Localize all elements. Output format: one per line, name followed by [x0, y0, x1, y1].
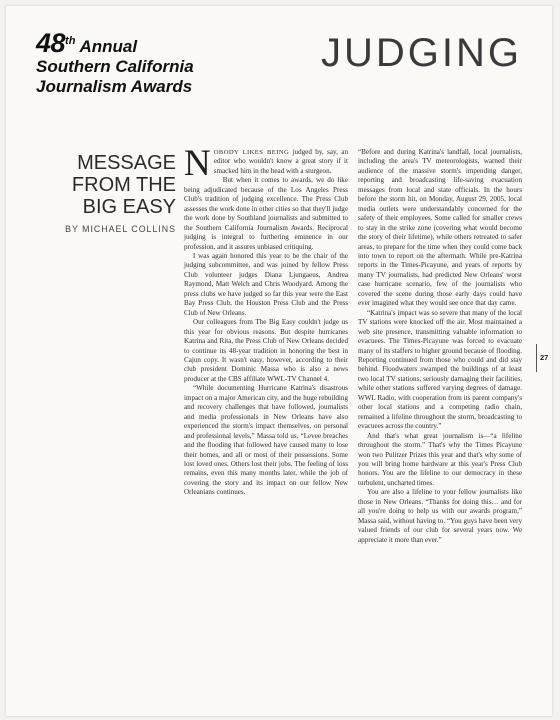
lead-text: judged by, say, an editor who wouldn't know a great story if it smacked him in the head with a sturgeon. [213, 148, 348, 175]
body-paragraph: But when it comes to awards, we do like being adjudicated because of the Los Angeles Press Club's tradition of judging excellence. The Press Club assesses the work done in other cities so that they'll judge the work done by Southland journalists and submitted to the Southern California Journalism Awards. Reciprocal judging is integral to furthering eminence in our profession, and it assures unbiased critiquing. [184, 176, 348, 251]
body-paragraph: I was again honored this year to be the chair of the judging subcommittee, and was joined by fellow Press Club volunteer judges Diana Ljungaeus, Andrea Raymond, Matt Welch and Chris Woodyard. Among the press clubs we have judged so far this year were the East Bay Press Club, the Houston Press Club and the Press Club of New Orleans. [184, 251, 348, 317]
lead-small-caps: OBODY LIKES BEING [213, 149, 290, 156]
body-paragraph: “Katrina's impact was so severe that many of the local TV stations were knocked off the air. Most maintained a web site presence, transmitting valuable information to evacuees. The Times-Picayune was forced to evacuate many of its staffers to higher ground because of flooding. Reporting continued from those who could and did stay behind. Floodwaters swamped the buildings of at least two local TV stations, seriously damaging their facilities, while other stations suffered varying degrees of damage. WWL Radio, with cooperation from its parent company's other local stations and a competing radio chain, remained a lifeline throughout the storm, broadcasting to evacuees across the country.” [358, 308, 522, 431]
headline-line: BIG EASY [82, 196, 176, 218]
edition-number: 48 [36, 28, 66, 58]
drop-cap: N [184, 143, 211, 184]
body-paragraph: “Before and during Katrina's landfall, local journalists, including the area's TV meteorologists, warned their audience of the massive storm's impending danger, reporting and broadcasting life-saving evacuation messages from local and state officials. In the hours before the storm hit, on Monday, August 29, 2005, local media outlets were understandably concerned for the safety of their employees. Some called for smaller crews to stay in the strike zone (covering what would become the story of their lifetime), while others retreated to safer areas, to prepare for the time when they could come back into town to report on the aftermath. While pre-Katrina reports in the Times-Picayune, and years of reports by many TV journalists, had predicted New Orleans' worst case hurricane scenario, few of the journalists who covered the scene during those early days could have ever imagined what they would see once that day came. [358, 148, 522, 308]
body-paragraph: And that's what great journalism is—“a lifeline throughout the storm.” That's why the Times Picayune won two Pulitzer Prizes this year and that's why some of you will bring home hardware at this year's Press Club honors. You are the lifeline to our democracy in these turbulent, uncharted times. [358, 431, 522, 487]
magazine-page [6, 6, 552, 716]
article-headline [36, 152, 176, 218]
masthead-awards: Journalism Awards [36, 77, 193, 96]
body-paragraph: Our colleagues from The Big Easy couldn't judge us this year for obvious reasons. But despite hurricanes Katrina and Rita, the Press Club of New Orleans decided to continue its 48-year tradition in honoring the best in Cajun copy. It wasn't easy, however, according to their club president Dominic Massa who is also a news producer at the CBS affiliate WWL-TV Channel 4. [184, 318, 348, 383]
section-title: JUDGING [321, 31, 522, 75]
page-number: 27 [540, 353, 549, 362]
article-column-2 [358, 148, 522, 545]
edition-line [36, 30, 256, 57]
folio-rule [536, 344, 537, 372]
body-paragraph: “While documenting Hurricane Katrina's disastrous impact on a major American city, and the huge rebuilding and recovery challenges that have followed, journalists and media professionals in New Orleans have also experienced the storm's impact themselves, on personal and professional levels,” Massa told us. “Levee breaches and the flooding that followed have caused many to lose their homes, and all or most of their possessions. Some lost loved ones. Others lost their jobs. The feeling of loss remains, even this many months later, while the job of covering the story and its impact on our fellow New Orleanians continues. [184, 384, 348, 497]
edition-suffix: th [65, 34, 76, 47]
lead-paragraph [184, 143, 348, 184]
byline: BY MICHAEL COLLINS [65, 224, 176, 234]
masthead-region: Southern California [36, 57, 194, 76]
edition-word: Annual [79, 37, 138, 56]
masthead [36, 30, 256, 97]
body-paragraph: You are also a lifeline to your fellow journalists like those in New Orleans. “Thanks for doing this… and for all you're doing to help us with our awards program,” Massa said, without having to. “You guys have been very valued friends of our club for several years now. We appreciate it more than ever.” [358, 488, 522, 544]
article-column-1 [184, 143, 348, 498]
headline-line: FROM THE [71, 174, 176, 196]
headline-line: MESSAGE [77, 152, 176, 174]
